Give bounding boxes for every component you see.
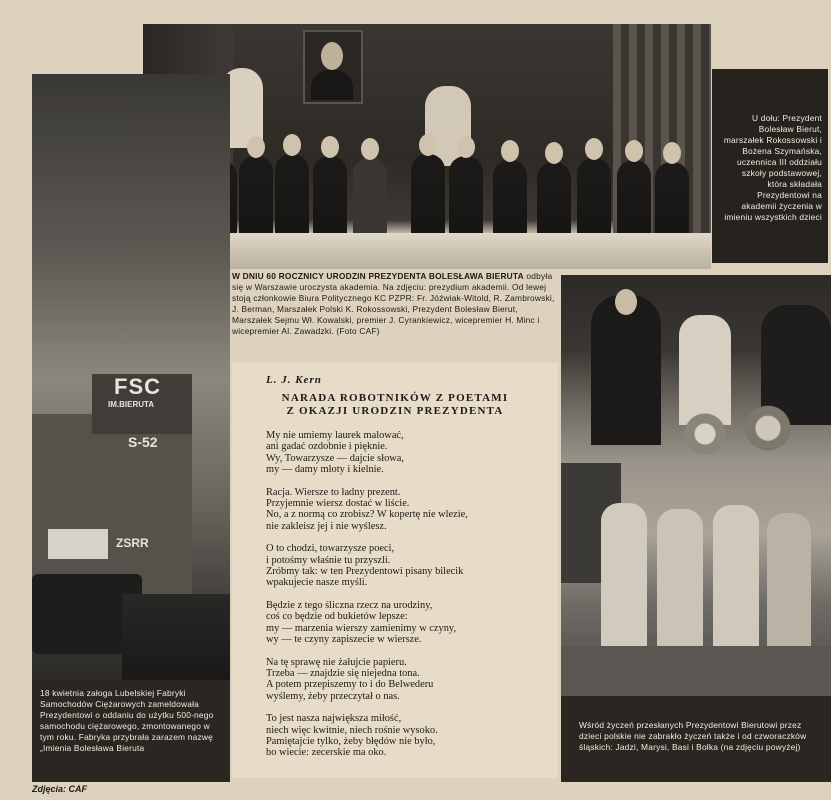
poem-stanza-5 bbox=[266, 657, 556, 703]
poem-stanza-2 bbox=[266, 487, 556, 533]
poem-line: My nie umiemy laurek malować, bbox=[266, 430, 404, 441]
child-marysia bbox=[657, 509, 703, 659]
poem-line: i potośmy właśnie tu przyszli. bbox=[266, 554, 391, 566]
factory-sign-star: S-52 bbox=[128, 434, 158, 450]
child-bolek bbox=[767, 513, 811, 663]
poem-line: A potem przepiszemy to i do Belwederu bbox=[266, 679, 434, 691]
top-caption-text: odbyła się w Warszawie uroczysta akademia. Na zdjęciu: prezydium akademii. Od lewej stoją członkowie Biura Politycznego KC PZPR: Fr. Jóźwiak-Witold, R. Zambrowski, J. Berman, Marszałek Polski K. Rokossowski, Prezydent Bolesław Bierut, Marszałek Sejmu Wł. Kowalski, premier J. Cyrankiewicz, wicepremier H. Minc i wicepremier Al. Zawadzki. (Foto CAF) bbox=[232, 271, 555, 336]
left-caption-box bbox=[32, 680, 230, 782]
poem-line: Wy, Towarzysze — dajcie słowa, bbox=[266, 452, 405, 464]
poem-line: Będzie z tego śliczna rzecz na urodziny, bbox=[266, 599, 433, 611]
workers-crowd bbox=[122, 594, 230, 680]
left-caption: 18 kwietnia załoga Lubelskiej Fabryki Samochodów Ciężarowych zameldowała Prezydentowi o oddaniu do użytku 500-nego samochodu ciężarowego, zmontowanego w tym roku. Fabryka przybrała zarazem nazwę „Imienia Bolesława Bieruta bbox=[40, 688, 214, 753]
poem-line: Racja. Wiersze to ładny prezent. bbox=[266, 486, 401, 498]
quadruplets-photo bbox=[561, 463, 831, 696]
factory-sign-fsc: FSC bbox=[114, 374, 161, 399]
right-top-caption-box bbox=[712, 69, 828, 263]
poem-line: nie zakleisz jej i nie wyślesz. bbox=[266, 520, 387, 532]
flowers bbox=[621, 405, 831, 463]
poem-line: ani gadać ozdobnie i pięknie. bbox=[266, 441, 388, 453]
poem-line: bo wiecie: zecerskie ma oko. bbox=[266, 747, 387, 759]
poem-line: niech więc kwitnie, niech rośnie wysoko. bbox=[266, 724, 438, 736]
child-basia bbox=[713, 505, 759, 655]
poem-line: O to chodzi, towarzysze poeci, bbox=[266, 543, 395, 555]
poem-line: No, a z normą co zrobisz? W kopertę nie wlezie, bbox=[266, 509, 468, 521]
child-jadzia bbox=[601, 503, 647, 653]
poem-stanza-3 bbox=[266, 543, 556, 589]
right-bottom-caption-box bbox=[561, 696, 831, 782]
poem-stanza-4 bbox=[266, 600, 556, 646]
portrait-frame bbox=[303, 30, 363, 104]
poem-line: wpakujecie nasze myśli. bbox=[266, 577, 368, 589]
right-bottom-caption: Wśród życzeń przesłanych Prezydentowi Bierutowi przez dzieci polskie nie zabrakło życzeń także i od czworaczków śląskich: Jadzi, Marysi, Basi i Bolka (na zdjęciu powyżej) bbox=[579, 720, 807, 752]
bierut-with-child-photo bbox=[561, 275, 831, 463]
right-top-caption: U dołu: Prezydent Bolesław Bierut, marszałek Rokossowski i Bożena Szymańska, uczennica III oddziału szkoły podstawowej, która składała Prezydentowi na akademii życzenia w imieniu wszystkich dzieci bbox=[723, 113, 822, 222]
poem-line: my — damy młoty i kielnie. bbox=[266, 464, 384, 476]
factory-photo bbox=[32, 74, 230, 680]
poem-stanza-1 bbox=[266, 430, 556, 476]
poem-line: my — marzenia wierszy zamienimy w czyny, bbox=[266, 622, 457, 634]
poem-line: To jest nasza największa miłość, bbox=[266, 713, 402, 725]
poem-line: Pamiętajcie tylko, żeby błędów nie było, bbox=[266, 735, 436, 747]
poem-line: Zróbmy tak: w ten Prezydentowi pisany bilecik bbox=[266, 566, 464, 578]
top-caption-lead: W DNIU 60 ROCZNICY URODZIN PREZYDENTA BOLESŁAWA BIERUTA bbox=[232, 271, 524, 281]
factory-sign-bierut: IM.BIERUTA bbox=[108, 400, 155, 409]
poem-stanza-6 bbox=[266, 713, 556, 759]
poem-title-line-2: Z OKAZJI URODZIN PREZYDENTA bbox=[286, 405, 504, 417]
poem-line: coś co będzie od bukietów lepsze: bbox=[266, 611, 408, 623]
poem-line: wy — te czyny zapiszecie w wiersze. bbox=[266, 634, 422, 646]
factory-sign-zsrr: ZSRR bbox=[116, 536, 149, 550]
poem-line: Trzeba — znajdzie się niejedna tona. bbox=[266, 667, 420, 679]
poem-body bbox=[266, 430, 556, 770]
poem-title bbox=[250, 392, 540, 418]
banner bbox=[48, 529, 108, 559]
poem-title-line-1: NARADA ROBOTNIKÓW Z POETAMI bbox=[281, 392, 509, 404]
poem-line: Przyjemnie wiersz dostać w liście. bbox=[266, 498, 410, 510]
poem-author: L. J. Kern bbox=[266, 374, 322, 386]
top-caption bbox=[232, 271, 558, 337]
poem-line: wyślemy, żeby przeczytał o nas. bbox=[266, 690, 400, 702]
photo-credit: Zdjęcia: CAF bbox=[32, 784, 88, 794]
poem-line: Na tę sprawę nie żałujcie papieru. bbox=[266, 656, 407, 668]
